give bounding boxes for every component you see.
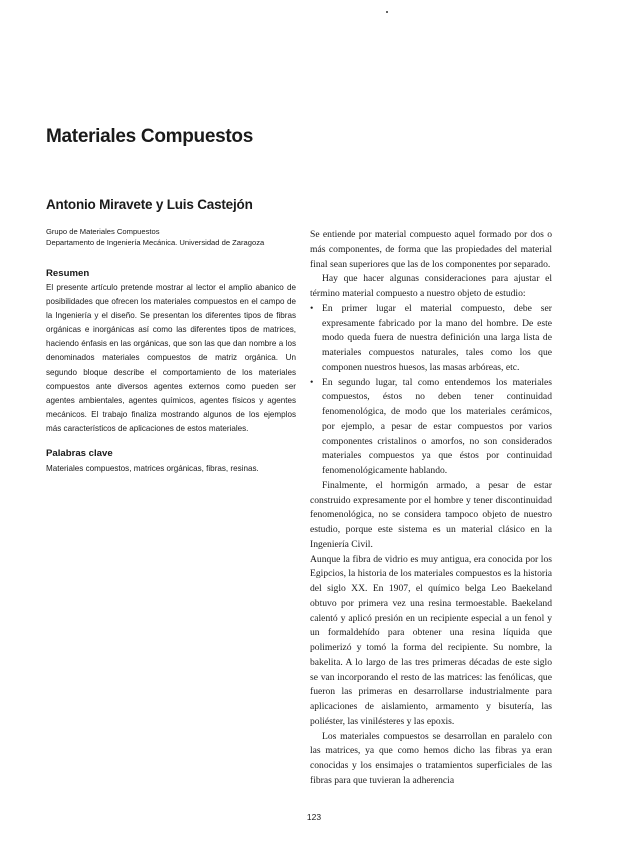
body-paragraph-5: Los materiales compuestos se desarrollan en paralelo con las matrices, ya que como hemos dicho las fibras ya eran conocidas y los ensimajes o tratamientos superficiales de las fibras para que tuvieran la adherencia	[310, 730, 552, 786]
list-item	[310, 302, 552, 376]
resumen-text: El presente artículo pretende mostrar al lector el amplio abanico de posibilidades que ofrecen los materiales compuestos en el campo de la Ingeniería y el diseño. Se presentan los diferentes tipos de fibras orgánicas e inorgánicas así como las diferentes tipos de matrices, haciendo énfasis en las orgánicas, que son las que dan nombre a los denominados materiales compuestos de matriz orgánica. Un segundo bloque describe el comportamiento de los materiales compuestos ante diversos agentes externos como pueden ser agentes ambientales, agentes químicos, agentes físicos y agentes mecánicos. El trabajo finaliza mostrando algunos de los ejemplos más característicos de aplicaciones de estos materiales.	[46, 283, 296, 433]
body-paragraph-3: Finalmente, el hormigón armado, a pesar de estar construido expresamente por el hombre y tener discontinuidad fenomenológica, no se considera tampoco objeto de nuestro estudio, porque este sistema es un material clásico en la Ingeniería Civil.	[310, 479, 552, 550]
body-paragraph-4: Aunque la fibra de vidrio es muy antigua, era conocida por los Egipcios, la historia de los materiales compuestos es la historia del siglo XX. En 1907, el químico belga Leo Baekeland obtuvo por primera vez una resina termoestable. Baekeland calentó y aplicó presión en un recipiente especial a un fenol y un formaldehído para obtener una resina líquida que polimerizó y tomó la forma del recipiente. Su nombre, la bakelita. A lo largo de las tres primeras décadas de este siglo se van incorporando el resto de las matrices: las fenólicas, que fueron las primeras en desarrollarse industrialmente para aplicaciones de aislamiento, armamento y bisutería, las poliéster, las vinilésteres y las epoxis.	[310, 553, 552, 727]
list-item-text: En primer lugar el material compuesto, debe ser expresamente fabricado por la mano del hombre. De este modo queda fuera de nuestra definición una larga lista de materiales compuestos naturales, tales como los que componen nuestros huesos, las masas arbóreas, etc.	[322, 302, 552, 373]
bullet-marker: •	[310, 302, 314, 314]
body-paragraph-1: Se entiende por material compuesto aquel formado por dos o más componentes, de forma que las propiedades del material final sean superiores que las de los componentes por separado.	[310, 229, 552, 270]
resumen-heading: Resumen	[46, 268, 90, 279]
palabras-clave-text: Materiales compuestos, matrices orgánicas, fibras, resinas.	[46, 464, 259, 474]
palabras-clave-heading: Palabras clave	[46, 448, 113, 460]
affiliation-department: Departamento de Ingeniería Mecánica. Universidad de Zaragoza	[46, 238, 265, 247]
body-paragraph-2: Hay que hacer algunas consideraciones para ajustar el término material compuesto a nuestro objeto de estudio:	[310, 273, 552, 299]
list-item-text: En segundo lugar, tal como entendemos los materiales compuestos, éstos no deben tener continuidad fenomenológica, de modo que los materiales cerámicos, por ejemplo, a pesar de estar compuestos por varios componentes cristalinos o amorfos, no son considerados materiales compuestos ya que éstos por continuidad fenomenológicamente hablando.	[322, 376, 552, 476]
list-item	[310, 376, 552, 479]
top-mark	[386, 11, 388, 13]
bullet-marker: •	[310, 376, 314, 388]
affiliation-group: Grupo de Materiales Compuestos	[46, 227, 160, 236]
left-column	[46, 226, 296, 476]
article-title: Materiales Compuestos	[46, 126, 253, 147]
right-column	[310, 228, 552, 789]
page-number: 123	[306, 812, 322, 822]
considerations-list	[310, 302, 552, 479]
article-authors: Antonio Miravete y Luis Castejón	[46, 197, 253, 212]
